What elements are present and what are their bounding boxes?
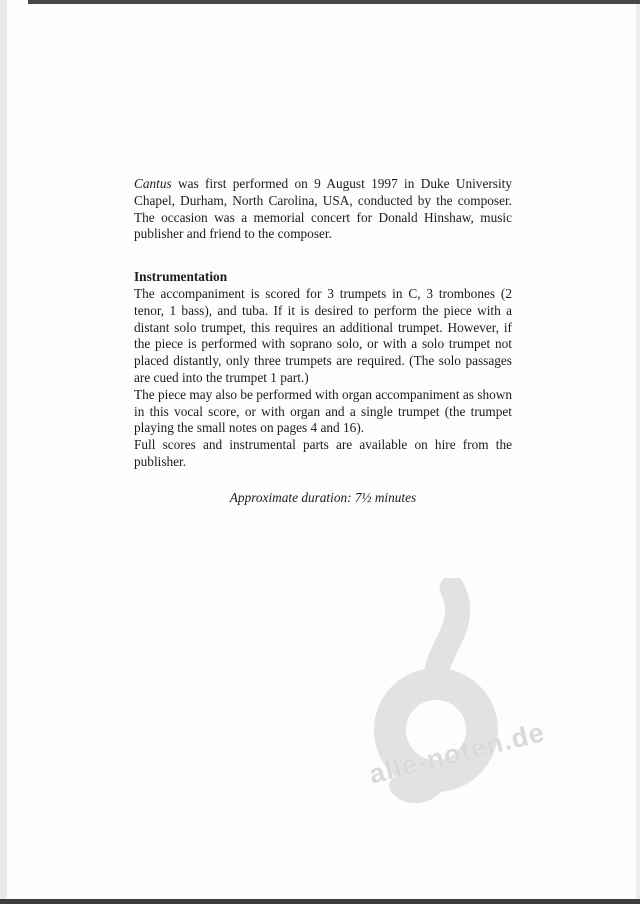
organ-accompaniment-paragraph: The piece may also be performed with organ accompaniment as shown in this vocal score, or with organ and a single trumpet (the trumpet playing the small notes on pages 4 and 16). bbox=[134, 386, 512, 436]
premiere-paragraph bbox=[134, 176, 512, 243]
work-title: Cantus bbox=[134, 176, 172, 191]
hire-paragraph: Full scores and instrumental parts are available on hire from the publisher. bbox=[134, 437, 512, 469]
page-edge-right bbox=[636, 0, 640, 904]
page-text-block bbox=[134, 176, 512, 507]
treble-clef-icon bbox=[348, 578, 533, 808]
page-edge-left bbox=[0, 0, 7, 904]
watermark-domain-text: alle-noten.de bbox=[366, 717, 548, 790]
instrumentation-scoring-paragraph: The accompaniment is scored for 3 trumpets in C, 3 trombones (2 tenor, 1 bass), and tuba. If it is desired to perform the piece with a distant solo trumpet, this requires an additional trumpet. However, if the piece is performed with soprano solo, or with a solo trumpet not placed distantly, only three trumpets are required. (The solo passages are cued into the trumpet 1 part.) bbox=[134, 285, 512, 385]
premiere-text: was first performed on 9 August 1997 in Duke University Chapel, Durham, North Carolina, USA, conducted by the composer. The occasion was a memorial concert for Donald Hinshaw, music publisher and friend to the composer. bbox=[134, 176, 512, 242]
publisher-watermark bbox=[348, 578, 568, 818]
duration-note: Approximate duration: 7½ minutes bbox=[229, 489, 417, 505]
page-edge-top bbox=[28, 0, 640, 4]
page-edge-bottom bbox=[0, 899, 640, 904]
instrumentation-heading: Instrumentation bbox=[134, 269, 228, 285]
